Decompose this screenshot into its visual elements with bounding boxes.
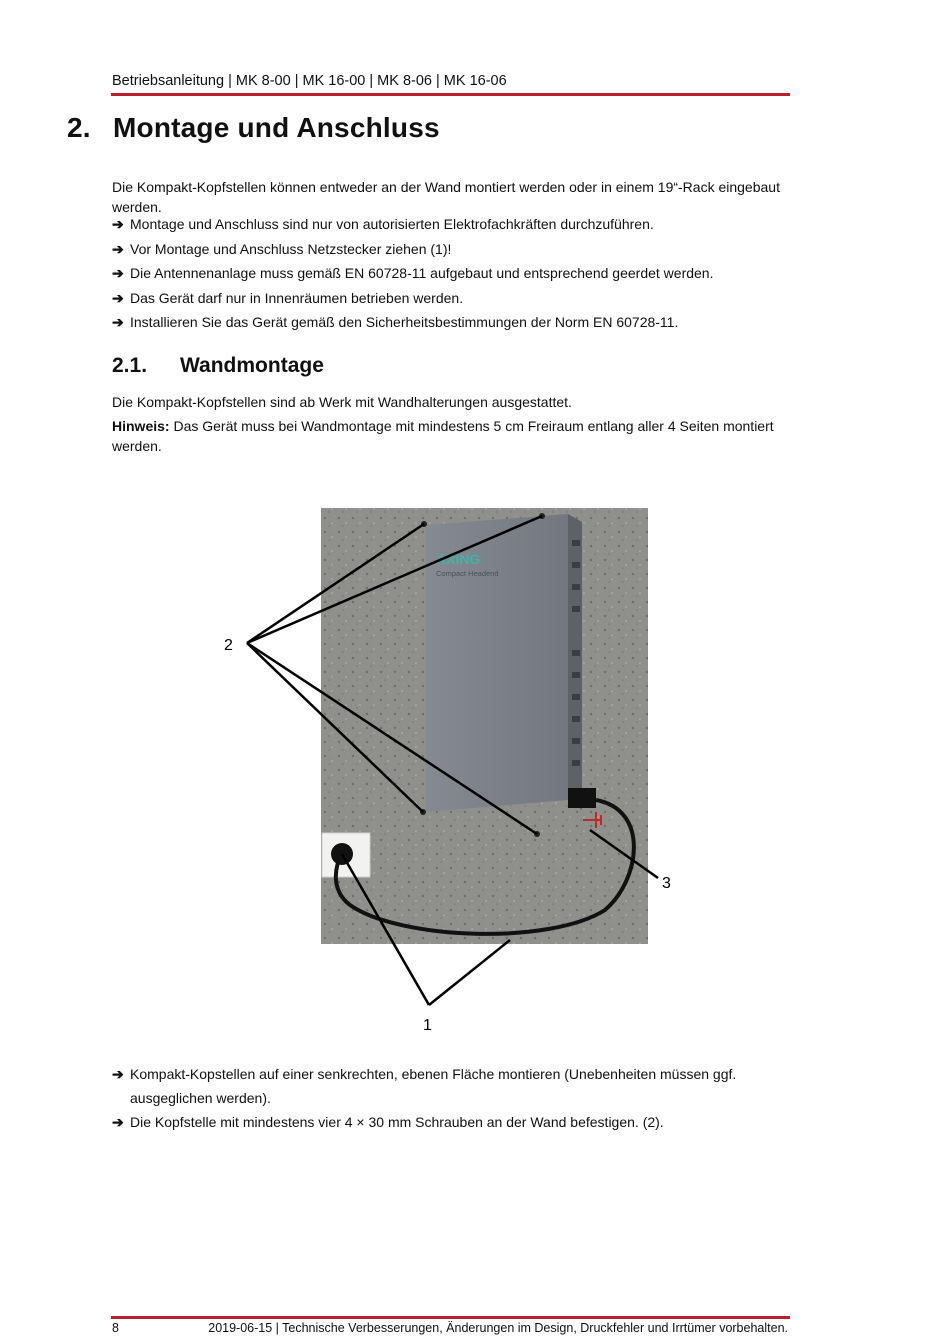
list-item-text: Die Antennenanlage muss gemäß EN 60728-11 aufgebaut und entsprechend geerdet werden. bbox=[130, 265, 714, 281]
device-brand: AXING bbox=[436, 551, 481, 567]
list-item-text-continued: ausgeglichen werden). bbox=[130, 1090, 271, 1106]
section-intro: Die Kompakt-Kopfstellen können entweder an der Wand montiert werden oder in einem 19“-Rack eingebaut werden. bbox=[112, 179, 780, 215]
callout-2: 2 bbox=[224, 637, 233, 654]
list-item-text: Montage und Anschluss sind nur von autorisierten Elektrofachkräften durchzuführen. bbox=[130, 216, 654, 232]
hint-text: Das Gerät muss bei Wandmontage mit mindestens 5 cm Freiraum entlang aller 4 Seiten montiert werden. bbox=[112, 418, 774, 454]
arrow-right-icon: ➔ bbox=[112, 216, 124, 232]
footer-note: 2019-06-15 | Technische Verbesserungen, Änderungen im Design, Druckfehler und Irrtümer vorbehalten. bbox=[208, 1321, 788, 1335]
section-number: 2. bbox=[67, 112, 91, 143]
list-item-text: Vor Montage und Anschluss Netzstecker ziehen (1)! bbox=[130, 241, 452, 257]
list-item-text: Installieren Sie das Gerät gemäß den Sicherheitsbestimmungen der Norm EN 60728-11. bbox=[130, 314, 679, 330]
subsection-number: 2.1. bbox=[112, 354, 148, 377]
callout-3: 3 bbox=[662, 875, 671, 892]
hint-paragraph bbox=[112, 417, 792, 456]
wall-mount-figure bbox=[210, 500, 680, 1040]
list-item bbox=[112, 310, 792, 334]
list-item-text: Kompakt-Kopstellen auf einer senkrechten, ebenen Fläche montieren (Unebenheiten müssen ggf. bbox=[130, 1066, 737, 1082]
subsection-title: Wandmontage bbox=[180, 354, 324, 377]
list-item bbox=[112, 1110, 792, 1134]
section-heading bbox=[67, 112, 440, 144]
list-item-text: Die Kopfstelle mit mindestens vier 4 × 30 mm Schrauben an der Wand befestigen. (2). bbox=[130, 1114, 664, 1130]
subsection-heading bbox=[112, 354, 324, 378]
header-rule bbox=[111, 93, 790, 96]
list-item bbox=[112, 237, 792, 261]
wall-socket bbox=[322, 833, 370, 877]
list-item-text: Das Gerät darf nur in Innenräumen betrieben werden. bbox=[130, 290, 464, 306]
section-title: Montage und Anschluss bbox=[113, 112, 440, 143]
list-item bbox=[112, 261, 792, 285]
power-plug bbox=[568, 788, 596, 808]
list-item bbox=[112, 286, 792, 310]
hint-label: Hinweis: bbox=[112, 418, 170, 434]
headend-device bbox=[426, 514, 602, 828]
arrow-right-icon: ➔ bbox=[112, 1066, 124, 1082]
running-header: Betriebsanleitung | MK 8-00 | MK 16-00 | MK 8-06 | MK 16-06 bbox=[112, 73, 507, 89]
footer-rule bbox=[111, 1316, 790, 1319]
arrow-right-icon: ➔ bbox=[112, 290, 124, 306]
arrow-right-icon: ➔ bbox=[112, 1114, 124, 1130]
arrow-right-icon: ➔ bbox=[112, 265, 124, 281]
list-item bbox=[112, 212, 792, 236]
list-item bbox=[112, 1062, 792, 1110]
arrow-right-icon: ➔ bbox=[112, 241, 124, 257]
arrow-right-icon: ➔ bbox=[112, 314, 124, 330]
subsection-text: Die Kompakt-Kopfstellen sind ab Werk mit Wandhalterungen ausgestattet. bbox=[112, 394, 572, 410]
device-subtitle: Compact Headend bbox=[436, 569, 499, 578]
page-number: 8 bbox=[112, 1321, 119, 1335]
callout-1: 1 bbox=[423, 1017, 432, 1034]
